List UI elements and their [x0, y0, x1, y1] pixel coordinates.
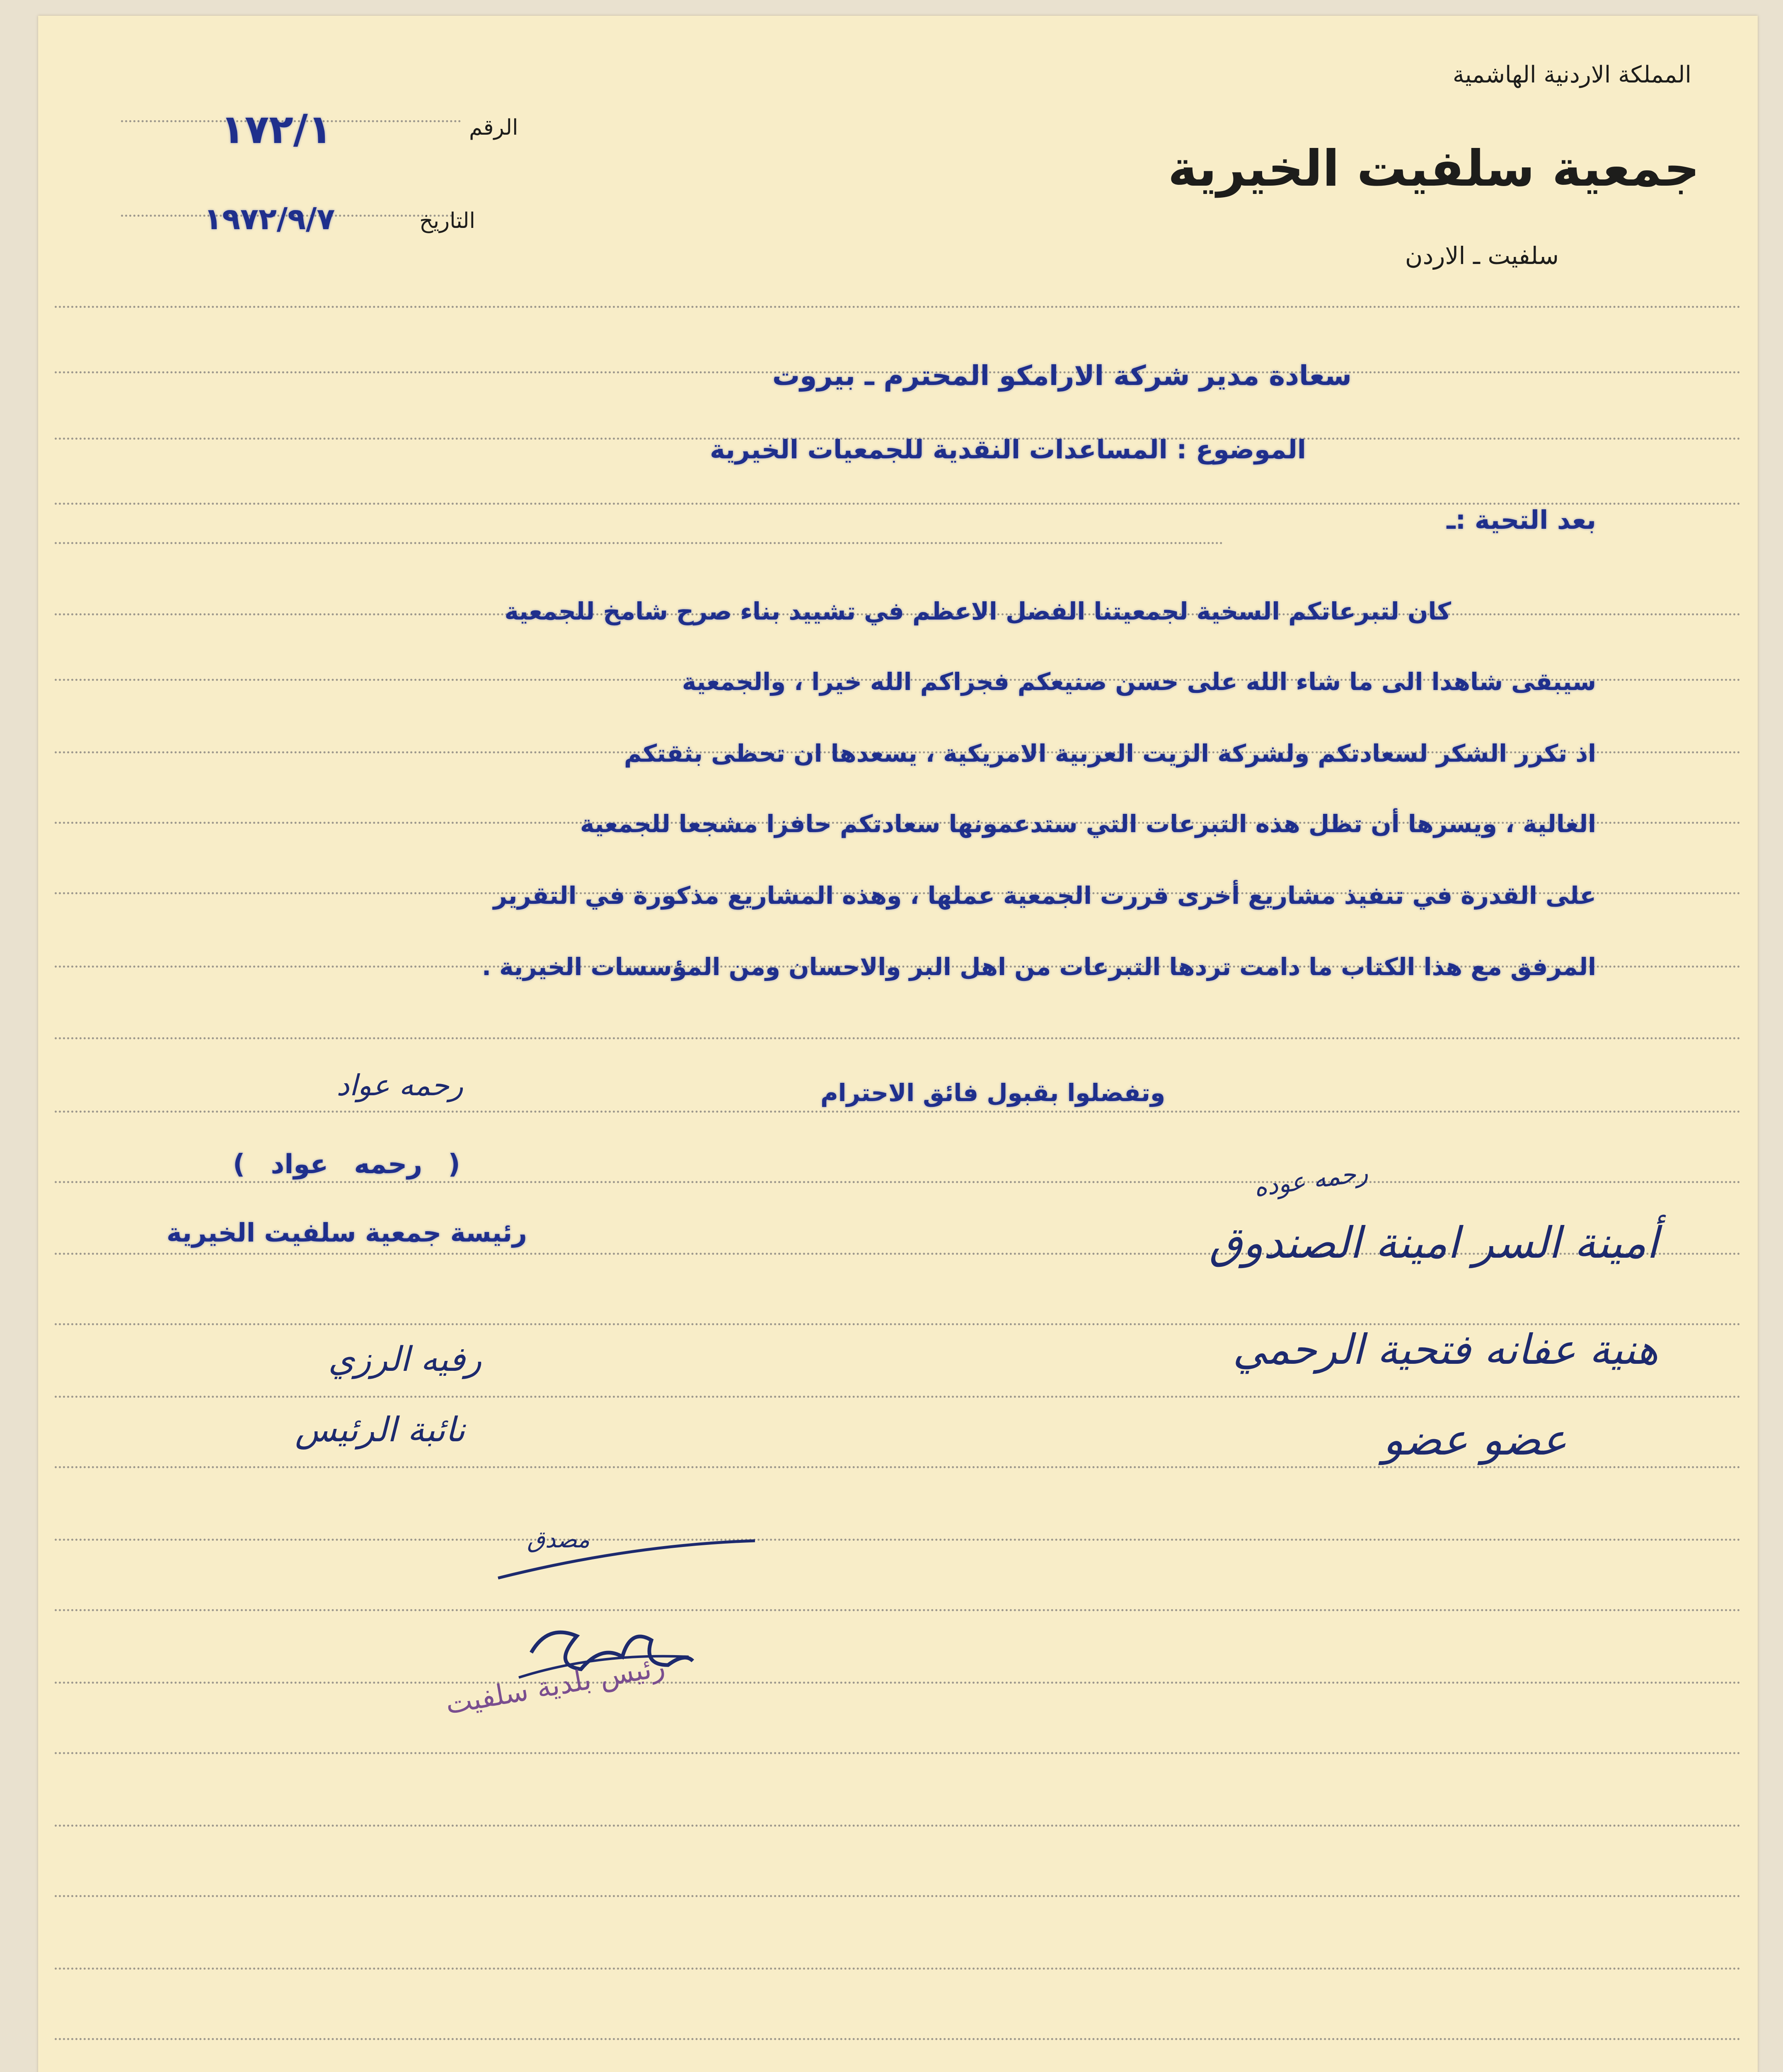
- secretary-treasurer-line: أمينة السر امينة الصندوق: [1209, 1218, 1658, 1268]
- body-line-3: اذ تكرر الشكر لسعادتكم ولشركة الزيت العربية الامريكية ، يسعدها ان تحظى بثقتكم: [624, 739, 1596, 767]
- president-title: رئيسة جمعية سلفيت الخيرية: [167, 1218, 527, 1248]
- vice-president-name: رفيه الرزي: [328, 1340, 482, 1379]
- reference-number-label: الرقم: [469, 115, 518, 140]
- member-names: هنية عفانه فتحية الرحمي: [1233, 1325, 1658, 1374]
- member-titles: عضو عضو: [1383, 1414, 1567, 1465]
- president-name: ( رحمه عواد ): [233, 1149, 460, 1180]
- reference-number-value: ١٧٢/١: [220, 106, 332, 152]
- body-line-1: كان لتبرعاتكم السخية لجمعيتنا الفضل الاعظم في تشييد بناء صرح شامخ للجمعية: [504, 597, 1451, 625]
- kingdom-name: المملكة الاردنية الهاشمية: [1452, 61, 1691, 88]
- society-location: سلفيت ـ الاردن: [1405, 242, 1559, 270]
- date-value: ١٩٧٢/٩/٧: [204, 201, 335, 236]
- body-line-6: المرفق مع هذا الكتاب ما دامت تردها التبرعات من اهل البر والاحسان ومن المؤسسات الخيرية .: [481, 953, 1596, 981]
- society-name: جمعية سلفيت الخيرية: [1168, 140, 1700, 198]
- greeting-line: بعد التحية :ـ: [1447, 505, 1596, 535]
- mayor-title: رئيس بلدية سلفيت: [443, 1650, 668, 1721]
- endorsement-label: مصدق: [527, 1526, 590, 1553]
- subject-line: الموضوع : المساعدات النقدية للجمعيات الخيرية: [710, 434, 1306, 465]
- secretary-handwritten: رحمه عوده: [1252, 1158, 1370, 1203]
- body-line-5: على القدرة في تنفيذ مشاريع أخرى قررت الجمعية عملها ، وهذه المشاريع مذكورة في التقرير: [493, 881, 1596, 910]
- body-line-4: الغالية ، ويسرها أن تظل هذه التبرعات التي ستدعمونها سعادتكم حافزا مشجعا للجمعية: [580, 810, 1596, 838]
- president-signature: رحمه عواد: [336, 1068, 463, 1102]
- body-line-2: سيبقى شاهدا الى ما شاء الله على حسن صنيعكم فجزاكم الله خيرا ، والجمعية: [682, 668, 1596, 696]
- vice-president-title: نائبة الرئيس: [295, 1410, 465, 1450]
- date-label: التاريخ: [419, 208, 475, 233]
- recipient-line: سعادة مدير شركة الارامكو المحترم ـ بيروت: [772, 360, 1352, 392]
- closing-line: وتفضلوا بقبول فائق الاحترام: [820, 1079, 1165, 1107]
- letter-page: [38, 16, 1758, 2072]
